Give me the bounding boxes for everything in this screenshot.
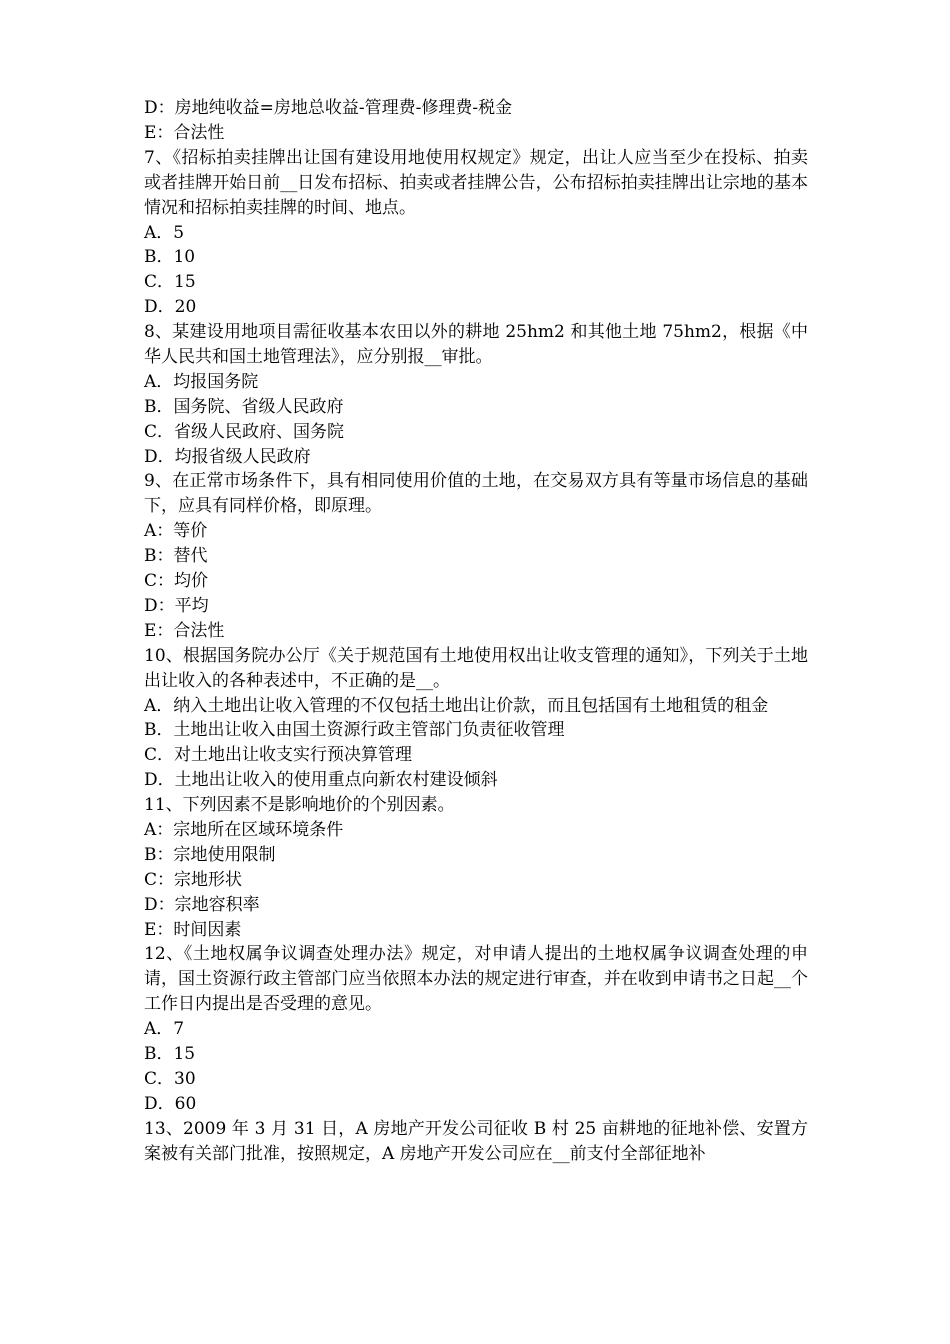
option: D．均报省级人民政府: [144, 446, 311, 467]
option: B．国务院、省级人民政府: [144, 396, 344, 417]
option: E：合法性: [144, 620, 225, 641]
option: D：平均: [144, 595, 209, 616]
text-line: E：合法性: [144, 122, 225, 143]
option: B．15: [144, 1044, 196, 1065]
option: C：宗地形状: [144, 869, 243, 890]
question-stem: 7、《招标拍卖挂牌出让国有建设用地使用权规定》规定，出让人应当至少在投标、拍卖或者挂牌开始日前__日发布招标、拍卖或者挂牌公告，公布招标拍卖挂牌出让宗地的基本情况和招标拍卖挂牌的时间、地点。: [144, 147, 808, 218]
option: B：宗地使用限制: [144, 844, 276, 865]
option: C：均价: [144, 571, 209, 592]
question-stem: 10、根据国务院办公厅《关于规范国有土地使用权出让收支管理的通知》，下列关于土地出让收入的各种表述中，不正确的是__。: [144, 645, 808, 691]
question-stem: 11、下列因素不是影响地价的个别因素。: [144, 795, 455, 816]
text-line: D：房地纯收益=房地总收益-管理费-修理费-税金: [144, 98, 513, 118]
option: A：宗地所在区域环境条件: [144, 819, 344, 840]
option: E：时间因素: [144, 919, 242, 940]
option: C．省级人民政府、国务院: [144, 421, 345, 442]
option: D．60: [144, 1093, 197, 1114]
question-stem: 13、2009 年 3 月 31 日，A 房地产开发公司征收 B 村 25 亩耕地的征地补偿、安置方案被有关部门批准，按照规定，A 房地产开发公司应在__前支付全部征地补: [144, 1118, 808, 1164]
question-stem: 12、《土地权属争议调查处理办法》规定，对申请人提出的土地权属争议调查处理的申请，国土资源行政主管部门应当依照本办法的规定进行审查，并在收到申请书之日起__个工作日内提出是否受理的意见。: [144, 944, 808, 1015]
option: C．30: [144, 1068, 196, 1089]
option: A．7: [144, 1019, 185, 1040]
option: B．10: [144, 247, 196, 268]
option: C．对土地出让收支实行预决算管理: [144, 745, 413, 766]
question-stem: 9、在正常市场条件下，具有相同使用价值的土地，在交易双方具有等量市场信息的基础下，应具有同样价格，即原理。: [144, 471, 808, 517]
option: B．土地出让收入由国土资源行政主管部门负责征收管理: [144, 720, 565, 741]
option: C．15: [144, 272, 196, 293]
document-page: [144, 96, 808, 1167]
question-stem: 8、某建设用地项目需征收基本农田以外的耕地 25hm2 和其他土地 75hm2，根据《中华人民共和国土地管理法》，应分别报__审批。: [144, 322, 808, 367]
option: B：替代: [144, 546, 208, 567]
option: D：宗地容积率: [144, 894, 260, 915]
option: A．均报国务院: [144, 371, 259, 392]
option: D．20: [144, 297, 197, 318]
option: D．土地出让收入的使用重点向新农村建设倾斜: [144, 770, 498, 791]
option: A：等价: [144, 521, 208, 542]
option: A．纳入土地出让收入管理的不仅包括土地出让价款，而且包括国有土地租赁的租金: [144, 695, 769, 716]
option: A．5: [144, 222, 185, 243]
